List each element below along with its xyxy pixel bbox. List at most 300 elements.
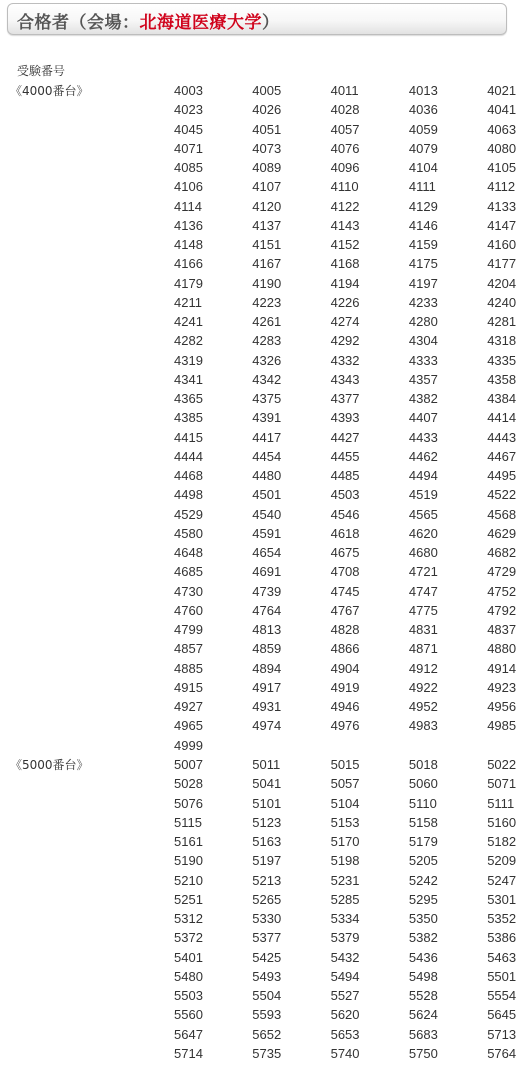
exam-number-cell: 4480 xyxy=(252,468,282,484)
exam-number-cell: 4021 xyxy=(487,83,517,99)
table-row xyxy=(166,928,526,947)
table-row xyxy=(166,601,526,620)
exam-number-cell: 5210 xyxy=(174,872,203,888)
exam-number-cell: 4358 xyxy=(487,371,517,387)
venue-name: 北海道医療大学 xyxy=(139,13,262,33)
exam-number-cell: 4974 xyxy=(252,718,282,734)
exam-number-cell: 4680 xyxy=(408,545,438,561)
exam-number-cell: 4377 xyxy=(330,391,360,407)
exam-number-cell: 5028 xyxy=(174,776,203,792)
exam-number-cell: 5076 xyxy=(174,795,203,811)
exam-number-cell: 4385 xyxy=(174,410,203,426)
exam-number-cell: 5330 xyxy=(252,911,282,927)
exam-number-cell: 4274 xyxy=(330,314,360,330)
exam-number-cell: 4167 xyxy=(252,256,282,272)
exam-number-cell: 4335 xyxy=(487,352,517,368)
exam-number-cell: 4675 xyxy=(330,545,360,561)
exam-number-cell: 4912 xyxy=(408,660,438,676)
table-row xyxy=(166,832,526,851)
exam-number-cell: 4568 xyxy=(487,506,517,522)
exam-number-cell: 4136 xyxy=(174,217,203,233)
exam-number-cell: 4241 xyxy=(174,314,203,330)
exam-number-cell: 4011 xyxy=(330,83,359,99)
exam-number-cell: 4147 xyxy=(487,217,517,233)
exam-number-cell: 4041 xyxy=(487,102,517,118)
exam-number-cell: 4685 xyxy=(174,564,203,580)
exam-number-cell: 4223 xyxy=(252,294,282,310)
exam-number-cell: 4326 xyxy=(252,352,282,368)
exam-number-cell: 4283 xyxy=(252,333,282,349)
exam-number-cell: 5231 xyxy=(330,872,360,888)
exam-number-cell: 4522 xyxy=(487,487,517,503)
table-row xyxy=(166,408,526,427)
exam-number-cell: 4319 xyxy=(174,352,203,368)
exam-number-cell xyxy=(244,736,322,755)
exam-number-cell: 4540 xyxy=(252,506,282,522)
exam-number-cell: 4143 xyxy=(330,217,360,233)
exam-number-cell: 4565 xyxy=(408,506,438,522)
exam-number-cell: 4654 xyxy=(252,545,282,561)
exam-number-cell: 4946 xyxy=(330,699,360,715)
exam-number-cell: 4111 xyxy=(408,179,436,195)
exam-number-cell: 4919 xyxy=(330,679,360,695)
exam-number-cell: 5161 xyxy=(174,834,203,850)
exam-number-cell: 4233 xyxy=(408,294,438,310)
exam-number-cell: 4880 xyxy=(487,641,517,657)
exam-number-cell: 4813 xyxy=(252,622,282,638)
exam-number-cell: 5560 xyxy=(174,1007,203,1023)
exam-number-cell: 4467 xyxy=(487,448,517,464)
exam-number-cell: 4051 xyxy=(252,121,282,137)
exam-number-cell: 4341 xyxy=(174,371,203,387)
exam-number-cell: 4175 xyxy=(408,256,438,272)
exam-number-cell: 4045 xyxy=(174,121,203,137)
exam-number-cell: 4280 xyxy=(408,314,438,330)
table-row xyxy=(166,293,526,312)
exam-number-cell: 4342 xyxy=(252,371,282,387)
exam-number-cell: 4028 xyxy=(330,102,360,118)
table-row xyxy=(166,736,526,755)
exam-number-cell: 4485 xyxy=(330,468,360,484)
exam-number-cell: 4137 xyxy=(252,217,282,233)
exam-number-cell: 4026 xyxy=(252,102,282,118)
exam-number-cell: 5386 xyxy=(487,930,517,946)
table-row xyxy=(166,389,526,408)
exam-number-cell: 4914 xyxy=(487,660,517,676)
exam-number-cell: 5528 xyxy=(408,988,438,1004)
table-row xyxy=(166,177,526,196)
exam-number-cell: 5498 xyxy=(408,968,438,984)
exam-number-cell: 5503 xyxy=(174,988,203,1004)
table-row xyxy=(166,639,526,658)
exam-number-cell: 5163 xyxy=(252,834,282,850)
exam-number-cell: 5554 xyxy=(487,988,517,1004)
table-row xyxy=(166,871,526,890)
exam-number-cell: 4391 xyxy=(252,410,282,426)
exam-number-cell: 4318 xyxy=(487,333,517,349)
table-row xyxy=(166,582,526,601)
exam-number-cell: 5101 xyxy=(252,795,282,811)
exam-number-cell: 5170 xyxy=(330,834,360,850)
exam-number-cell: 4952 xyxy=(408,699,438,715)
exam-number-cell: 4073 xyxy=(252,140,282,156)
title-suffix: ） xyxy=(262,13,280,33)
exam-number-cell: 4414 xyxy=(487,410,517,426)
table-row xyxy=(166,1005,526,1024)
table-row xyxy=(166,351,526,370)
exam-number-cell: 4160 xyxy=(487,237,517,253)
exam-number-cell: 4151 xyxy=(252,237,282,253)
exam-number-cell: 4148 xyxy=(174,237,203,253)
exam-number-cell: 4343 xyxy=(330,371,360,387)
exam-number-cell: 4591 xyxy=(252,525,282,541)
table-row xyxy=(166,120,526,139)
exam-number-cell: 5011 xyxy=(252,757,281,773)
exam-number-cell: 5382 xyxy=(408,930,438,946)
exam-number-cell: 5750 xyxy=(408,1045,438,1061)
exam-number-cell: 5377 xyxy=(252,930,282,946)
exam-number-cell: 4079 xyxy=(408,140,438,156)
exam-number-cell: 4618 xyxy=(330,525,360,541)
exam-number-cell: 4211 xyxy=(174,294,202,310)
table-row xyxy=(166,794,526,813)
exam-number-cell: 5624 xyxy=(408,1007,438,1023)
exam-number-cell: 4519 xyxy=(408,487,438,503)
exam-number-cell: 4415 xyxy=(174,429,203,445)
exam-number-cell: 5007 xyxy=(174,757,203,773)
exam-number-cell: 5764 xyxy=(487,1045,517,1061)
exam-number-cell: 5645 xyxy=(487,1007,517,1023)
exam-number-cell: 4407 xyxy=(408,410,438,426)
table-row xyxy=(166,505,526,524)
exam-number-cell: 4071 xyxy=(174,140,203,156)
table-row xyxy=(166,370,526,389)
exam-number-cell: 4917 xyxy=(252,679,282,695)
exam-number-cell: 4240 xyxy=(487,294,517,310)
exam-number-cell: 4546 xyxy=(330,506,360,522)
exam-number-cell: 4036 xyxy=(408,102,438,118)
exam-number-cell: 5372 xyxy=(174,930,203,946)
exam-number-cell: 4983 xyxy=(408,718,438,734)
exam-number-cell: 4859 xyxy=(252,641,282,657)
exam-number-cell: 4682 xyxy=(487,545,517,561)
exam-number-cell: 4799 xyxy=(174,622,203,638)
table-row xyxy=(166,216,526,235)
exam-number-cell: 4745 xyxy=(330,583,360,599)
exam-number-cell: 4444 xyxy=(174,448,203,464)
exam-number-cell: 5158 xyxy=(408,814,438,830)
exam-number-cell: 4177 xyxy=(487,256,517,272)
exam-number-cell: 5197 xyxy=(252,853,282,869)
exam-number-cell: 4076 xyxy=(330,140,360,156)
exam-number-cell: 4179 xyxy=(174,275,203,291)
exam-number-cell: 4122 xyxy=(330,198,360,214)
exam-number-cell: 4365 xyxy=(174,391,203,407)
table-row xyxy=(166,543,526,562)
exam-number-cell: 4166 xyxy=(174,256,203,272)
exam-number-cell: 4927 xyxy=(174,699,203,715)
exam-number-cell: 4495 xyxy=(487,468,517,484)
exam-number-cell: 4792 xyxy=(487,602,517,618)
table-row xyxy=(166,100,526,119)
exam-number-cell: 5247 xyxy=(487,872,517,888)
table-row xyxy=(166,909,526,928)
exam-number-cell: 5683 xyxy=(408,1026,438,1042)
exam-number-cell: 4503 xyxy=(330,487,360,503)
exam-number-cell: 4828 xyxy=(330,622,360,638)
exam-number-cell: 5179 xyxy=(408,834,438,850)
table-row xyxy=(166,312,526,331)
exam-number-cell: 4107 xyxy=(252,179,282,195)
exam-number-cell: 5205 xyxy=(408,853,438,869)
exam-number-cell: 5352 xyxy=(487,911,517,927)
table-row xyxy=(166,466,526,485)
table-row xyxy=(166,139,526,158)
exam-number-cell: 5115 xyxy=(174,814,202,830)
table-row xyxy=(166,197,526,216)
exam-number-cell: 4133 xyxy=(487,198,517,214)
exam-number-cell: 5198 xyxy=(330,853,360,869)
table-row xyxy=(166,967,526,986)
exam-number-cell: 5265 xyxy=(252,891,282,907)
exam-number-cell: 5213 xyxy=(252,872,282,888)
exam-number-cell: 5401 xyxy=(174,949,203,965)
exam-number-cell: 4261 xyxy=(252,314,282,330)
exam-number-cell: 5110 xyxy=(408,795,437,811)
exam-number-cell: 4747 xyxy=(408,583,438,599)
exam-number-cell: 4005 xyxy=(252,83,282,99)
exam-number-cell: 4357 xyxy=(408,371,438,387)
exam-number-cell: 4023 xyxy=(174,102,203,118)
exam-number-cell: 4096 xyxy=(330,160,360,176)
exam-number-cell: 5713 xyxy=(487,1026,517,1042)
exam-number-cell: 4580 xyxy=(174,525,203,541)
exam-number-cell: 5071 xyxy=(487,776,517,792)
exam-number-cell: 4204 xyxy=(487,275,517,291)
exam-number-cell: 4767 xyxy=(330,602,360,618)
exam-number-cell: 4333 xyxy=(408,352,438,368)
exam-number-cell: 4501 xyxy=(252,487,282,503)
exam-number-cell: 4013 xyxy=(408,83,438,99)
exam-number-cell: 4332 xyxy=(330,352,360,368)
exam-number-cell: 4894 xyxy=(252,660,282,676)
exam-number-cell: 4648 xyxy=(174,545,203,561)
table-row xyxy=(166,447,526,466)
exam-number-cell: 5251 xyxy=(174,891,203,907)
exam-number-cell: 4923 xyxy=(487,679,517,695)
exam-number-cell: 4831 xyxy=(408,622,438,638)
exam-number-cell: 4190 xyxy=(252,275,282,291)
exam-number-cell: 4114 xyxy=(174,198,202,214)
exam-number-cell: 4106 xyxy=(174,179,203,195)
exam-number-cell: 4059 xyxy=(408,121,438,137)
exam-number-cell: 4112 xyxy=(487,179,516,195)
exam-number-cell: 4922 xyxy=(408,679,438,695)
exam-number-cell: 5301 xyxy=(487,891,517,907)
exam-number-cell: 4085 xyxy=(174,160,203,176)
table-row xyxy=(166,562,526,581)
exam-number-cell xyxy=(401,736,479,755)
exam-number-cell: 4281 xyxy=(487,314,517,330)
exam-number-cell: 4105 xyxy=(487,160,517,176)
exam-number-cell: 4089 xyxy=(252,160,282,176)
exam-number-cell: 5285 xyxy=(330,891,360,907)
exam-number-cell: 4384 xyxy=(487,391,517,407)
number-table-4000 xyxy=(166,81,526,755)
number-table-5000 xyxy=(166,755,526,1063)
exam-number-cell: 4730 xyxy=(174,583,203,599)
exam-number-cell: 5432 xyxy=(330,949,360,965)
exam-number-cell: 5111 xyxy=(487,795,515,811)
exam-number-cell: 4976 xyxy=(330,718,360,734)
exam-number-cell: 4455 xyxy=(330,448,360,464)
exam-number-cell: 5436 xyxy=(408,949,438,965)
exam-number-cell: 5504 xyxy=(252,988,282,1004)
exam-number-cell: 4433 xyxy=(408,429,438,445)
exam-number-cell: 4494 xyxy=(408,468,438,484)
table-row xyxy=(166,813,526,832)
exam-number-cell: 4120 xyxy=(252,198,282,214)
exam-number-cell: 4985 xyxy=(487,718,517,734)
exam-number-cell: 4764 xyxy=(252,602,282,618)
table-row xyxy=(166,524,526,543)
exam-number-cell: 5501 xyxy=(487,968,517,984)
exam-number-cell: 4304 xyxy=(408,333,438,349)
exam-number-cell: 5740 xyxy=(330,1045,360,1061)
exam-number-cell: 4915 xyxy=(174,679,203,695)
exam-number-cell: 5653 xyxy=(330,1026,360,1042)
exam-number-cell: 5242 xyxy=(408,872,438,888)
exam-number-cell: 5018 xyxy=(408,757,438,773)
table-row xyxy=(166,235,526,254)
exam-number-cell: 4462 xyxy=(408,448,438,464)
exam-number-cell: 4129 xyxy=(408,198,438,214)
exam-number-cell: 4057 xyxy=(330,121,360,137)
exam-number-cell: 5160 xyxy=(487,814,517,830)
exam-number-cell: 4498 xyxy=(174,487,203,503)
exam-number-cell: 4003 xyxy=(174,83,203,99)
exam-number-cell: 5295 xyxy=(408,891,438,907)
table-row xyxy=(166,986,526,1005)
exam-number-cell: 5714 xyxy=(174,1045,203,1061)
exam-number-cell: 4857 xyxy=(174,641,203,657)
exam-number-cell: 4931 xyxy=(252,699,282,715)
exam-number-cell: 4708 xyxy=(330,564,360,580)
exam-number-cell: 4146 xyxy=(408,217,438,233)
exam-number-cell: 5041 xyxy=(252,776,282,792)
exam-number-cell: 5620 xyxy=(330,1007,360,1023)
exam-number-cell: 4080 xyxy=(487,140,517,156)
exam-number-cell: 5104 xyxy=(330,795,360,811)
exam-number-cell: 5312 xyxy=(174,911,203,927)
exam-number-cell: 4837 xyxy=(487,622,517,638)
title-prefix: 合格者（会場： xyxy=(17,13,140,33)
exam-number-cell: 4443 xyxy=(487,429,517,445)
exam-number-column-label: 受験番号 xyxy=(17,64,66,78)
exam-number-cell: 4159 xyxy=(408,237,438,253)
exam-number-cell: 5735 xyxy=(252,1045,282,1061)
exam-number-cell: 4393 xyxy=(330,410,360,426)
exam-number-cell: 5652 xyxy=(252,1026,282,1042)
exam-number-cell: 4152 xyxy=(330,237,360,253)
exam-number-cell: 5209 xyxy=(487,853,517,869)
table-row xyxy=(166,81,526,100)
exam-number-cell xyxy=(479,736,526,755)
table-row xyxy=(166,774,526,793)
table-row xyxy=(166,851,526,870)
exam-number-cell: 4168 xyxy=(330,256,360,272)
exam-number-cell: 4382 xyxy=(408,391,438,407)
exam-number-cell xyxy=(323,736,401,755)
exam-number-cell: 4226 xyxy=(330,294,360,310)
table-row xyxy=(166,620,526,639)
exam-number-cell: 5153 xyxy=(330,814,360,830)
table-row xyxy=(166,485,526,504)
exam-number-cell: 5480 xyxy=(174,968,203,984)
exam-number-cell: 4752 xyxy=(487,583,517,599)
exam-number-cell: 5494 xyxy=(330,968,360,984)
table-row xyxy=(166,948,526,967)
exam-number-cell: 5379 xyxy=(330,930,360,946)
table-row xyxy=(166,331,526,350)
group-label-5000: 《5000番台》 xyxy=(10,758,89,772)
table-row xyxy=(166,678,526,697)
exam-number-cell: 4739 xyxy=(252,583,282,599)
exam-number-cell: 4904 xyxy=(330,660,360,676)
exam-number-cell: 4885 xyxy=(174,660,203,676)
table-row xyxy=(166,1044,526,1063)
exam-number-cell: 4110 xyxy=(330,179,359,195)
exam-number-cell: 5057 xyxy=(330,776,360,792)
exam-number-cell: 4104 xyxy=(408,160,438,176)
exam-number-cell: 5015 xyxy=(330,757,360,773)
table-row xyxy=(166,274,526,293)
table-row xyxy=(166,158,526,177)
exam-number-cell: 4775 xyxy=(408,602,438,618)
table-row xyxy=(166,1025,526,1044)
exam-number-cell: 4197 xyxy=(408,275,438,291)
exam-number-cell: 5190 xyxy=(174,853,203,869)
exam-number-cell: 5493 xyxy=(252,968,282,984)
exam-number-cell: 4292 xyxy=(330,333,360,349)
exam-number-cell: 5334 xyxy=(330,911,360,927)
page-title xyxy=(17,8,280,33)
exam-number-cell: 4194 xyxy=(330,275,360,291)
exam-number-cell: 4956 xyxy=(487,699,517,715)
exam-number-cell: 4691 xyxy=(252,564,282,580)
exam-number-cell: 4871 xyxy=(408,641,438,657)
group-label-4000: 《4000番台》 xyxy=(10,84,89,98)
table-row xyxy=(166,254,526,273)
exam-number-cell: 4375 xyxy=(252,391,282,407)
exam-number-cell: 5425 xyxy=(252,949,282,965)
exam-number-cell: 5022 xyxy=(487,757,517,773)
exam-number-cell: 4427 xyxy=(330,429,360,445)
exam-number-cell: 5123 xyxy=(252,814,282,830)
exam-number-cell: 5463 xyxy=(487,949,517,965)
exam-number-cell: 4620 xyxy=(408,525,438,541)
exam-number-cell: 4760 xyxy=(174,602,203,618)
exam-number-cell: 4529 xyxy=(174,506,203,522)
table-row xyxy=(166,428,526,447)
table-row xyxy=(166,716,526,735)
exam-number-cell: 5593 xyxy=(252,1007,282,1023)
exam-number-cell: 4729 xyxy=(487,564,517,580)
exam-number-cell: 4454 xyxy=(252,448,282,464)
exam-number-cell: 4282 xyxy=(174,333,203,349)
exam-number-cell: 4999 xyxy=(174,737,203,753)
exam-number-cell: 4468 xyxy=(174,468,203,484)
